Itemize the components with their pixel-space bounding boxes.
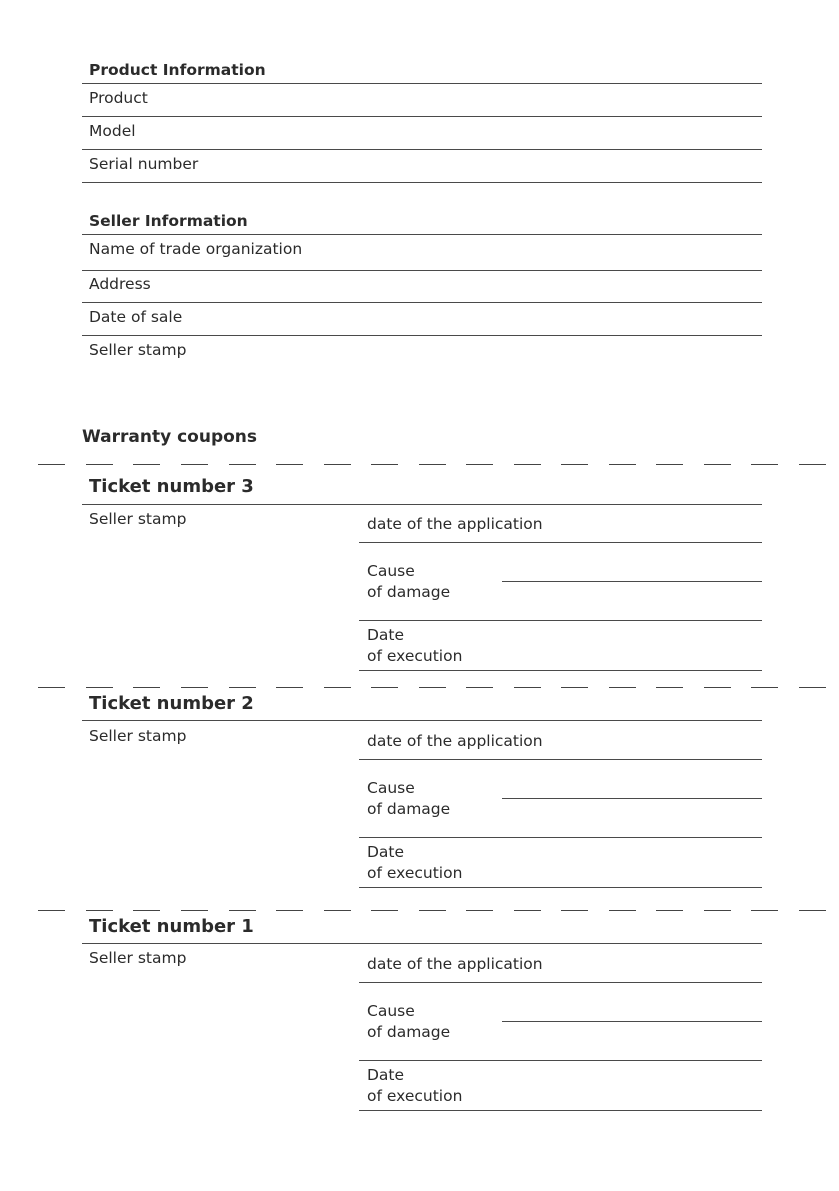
divider [82, 943, 762, 944]
divider [359, 1060, 762, 1061]
address-label: Address [89, 275, 151, 293]
application-date-label: date of the application [367, 732, 543, 750]
application-date-line [359, 759, 762, 760]
cause-of-damage-label: Cause of damage [367, 562, 451, 601]
warranty-coupons-heading: Warranty coupons [82, 427, 258, 447]
divider [82, 504, 762, 505]
model-field-line [82, 149, 762, 150]
cut-line [0, 687, 839, 689]
cause-of-damage-label: Cause of damage [367, 1002, 451, 1041]
trade-organization-label: Name of trade organization [89, 240, 303, 258]
application-date-label: date of the application [367, 955, 543, 973]
application-date-line [359, 982, 762, 983]
cause-of-damage-line [502, 1021, 762, 1022]
cut-line [0, 910, 839, 912]
date-of-sale-line [82, 335, 762, 336]
divider [359, 837, 762, 838]
cause-of-damage-line [502, 798, 762, 799]
serial-field-label: Serial number [89, 155, 199, 173]
date-of-execution-label: Date of execution [367, 626, 463, 665]
date-of-execution-line [359, 887, 762, 888]
date-of-execution-line [359, 1110, 762, 1111]
cut-line [0, 464, 839, 466]
date-of-execution-label: Date of execution [367, 1066, 463, 1105]
seller-stamp-label: Seller stamp [89, 510, 187, 528]
cause-of-damage-line [502, 581, 762, 582]
seller-stamp-label: Seller stamp [89, 341, 187, 359]
application-date-label: date of the application [367, 515, 543, 533]
application-date-line [359, 542, 762, 543]
address-line [82, 302, 762, 303]
divider [82, 720, 762, 721]
date-of-execution-line [359, 670, 762, 671]
seller-stamp-label: Seller stamp [89, 949, 187, 967]
product-field-line [82, 116, 762, 117]
divider [359, 620, 762, 621]
seller-stamp-label: Seller stamp [89, 727, 187, 745]
ticket-title: Ticket number 2 [89, 693, 254, 714]
date-of-sale-label: Date of sale [89, 308, 183, 326]
cause-of-damage-label: Cause of damage [367, 779, 451, 818]
serial-field-line [82, 182, 762, 183]
model-field-label: Model [89, 122, 136, 140]
trade-organization-line [82, 270, 762, 271]
divider [82, 83, 762, 84]
ticket-title: Ticket number 3 [89, 476, 254, 497]
product-info-heading: Product Information [89, 61, 266, 79]
ticket-title: Ticket number 1 [89, 916, 254, 937]
divider [82, 234, 762, 235]
date-of-execution-label: Date of execution [367, 843, 463, 882]
seller-info-heading: Seller Information [89, 212, 248, 230]
product-field-label: Product [89, 89, 148, 107]
